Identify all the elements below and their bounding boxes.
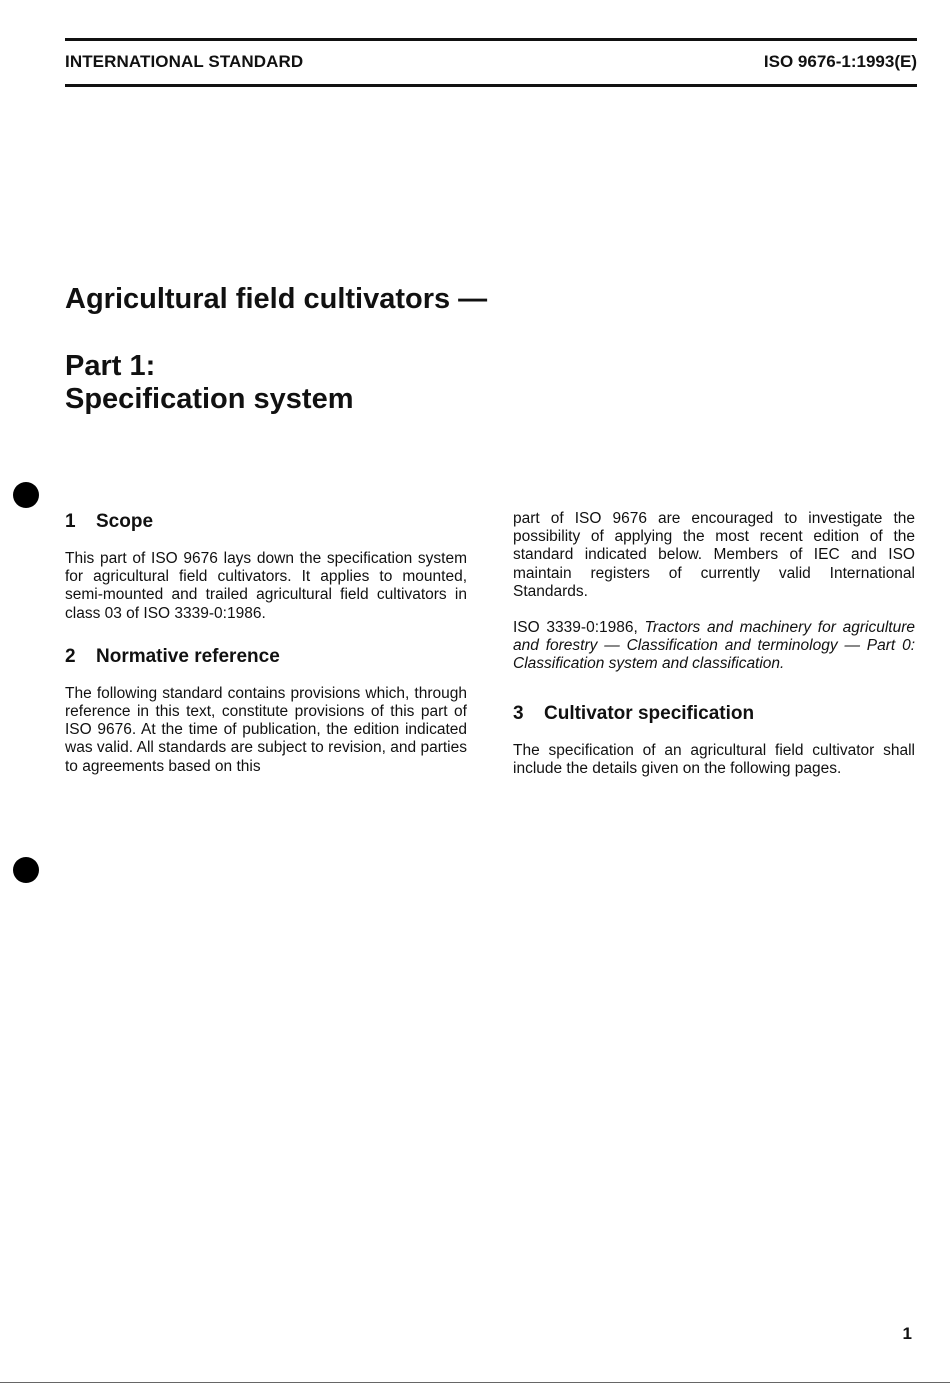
section-heading-scope bbox=[65, 510, 467, 534]
standard-number-label: ISO 9676-1:1993(E) bbox=[763, 52, 917, 71]
reference-code: ISO 3339-0:1986, bbox=[513, 619, 638, 637]
punch-hole-icon bbox=[13, 482, 39, 508]
document-title: Agricultural field cultivators — bbox=[65, 283, 488, 315]
part-label: Part 1: bbox=[65, 350, 156, 382]
cultivator-specification-paragraph: The specification of an agricultural field cultivator shall include the details given on the following pages. bbox=[513, 741, 915, 777]
section-title: Cultivator specification bbox=[544, 702, 755, 724]
punch-hole-icon bbox=[13, 857, 39, 883]
document-type-label: INTERNATIONAL STANDARD bbox=[65, 52, 304, 71]
header-rule-bottom bbox=[65, 84, 917, 87]
right-column bbox=[513, 510, 915, 778]
document-subtitle: Specification system bbox=[65, 383, 354, 415]
header-rule-top bbox=[65, 38, 917, 41]
page-number: 1 bbox=[902, 1324, 912, 1343]
reference-title: Tractors and machinery for agriculture and forestry — Classification and terminology — Part 0: Classification system and classification. bbox=[513, 619, 915, 673]
section-number: 3 bbox=[513, 702, 524, 724]
section-heading-cultivator-specification bbox=[513, 702, 915, 726]
section-heading-normative-reference bbox=[65, 645, 467, 669]
section-number: 2 bbox=[65, 645, 76, 667]
normative-reference-paragraph: The following standard contains provisions which, through reference in this text, constitute provisions of this part of ISO 9676. At the time of publication, the edition indicated was valid. All standards are subject to revision, and parties to agreements based on this bbox=[65, 684, 467, 775]
section-number: 1 bbox=[65, 511, 76, 532]
normative-reference-paragraph-continued: part of ISO 9676 are encouraged to investigate the possibility of applying the most recent edition of the standard indicated below. Members of IEC and ISO maintain registers of currently valid International Standards. bbox=[513, 510, 915, 600]
footer-rule bbox=[0, 1382, 950, 1383]
left-column bbox=[65, 510, 467, 776]
reference-entry bbox=[513, 619, 915, 674]
scope-paragraph: This part of ISO 9676 lays down the specification system for agricultural field cultivators. It applies to mounted, semi-mounted and trailed agricultural field cultivators in class 03 of ISO 3339-0:1986. bbox=[65, 550, 467, 622]
section-title: Normative reference bbox=[96, 645, 280, 667]
section-title: Scope bbox=[96, 511, 154, 532]
